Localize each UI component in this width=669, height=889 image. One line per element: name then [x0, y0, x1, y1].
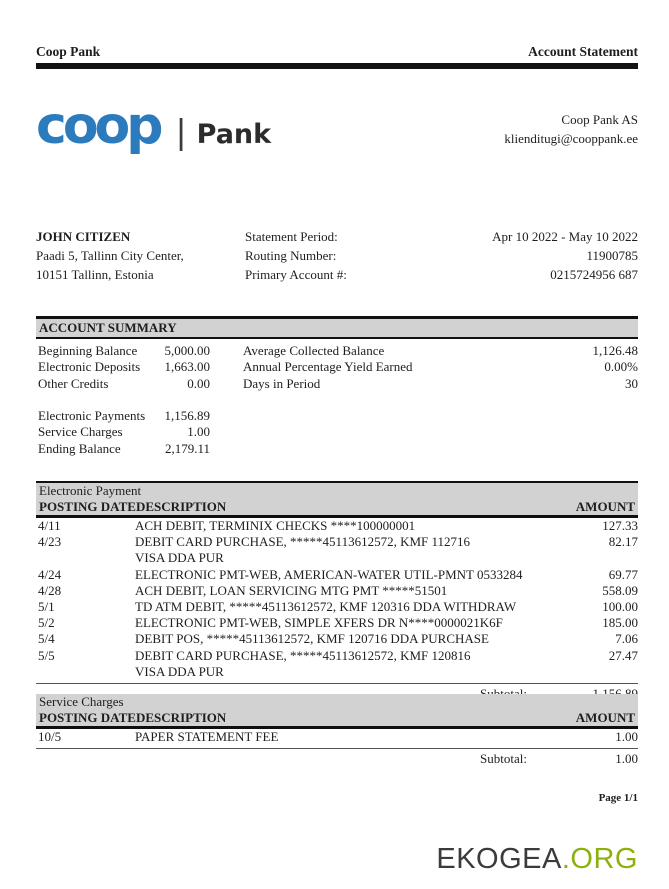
customer-address-line2: 10151 Tallinn, Estonia [36, 267, 154, 282]
summary-value: 5,000.00 [164, 343, 210, 358]
column-header-amount: AMOUNT [575, 499, 635, 514]
transaction-row [36, 615, 638, 631]
description-cell [135, 631, 548, 647]
amount-cell: 7.06 [615, 631, 638, 647]
summary-row [38, 408, 210, 424]
header-bank-name: Coop Pank [36, 44, 101, 59]
description-cell [135, 534, 548, 566]
statement-detail-value: 11900785 [586, 248, 638, 263]
amount-cell: 82.17 [608, 534, 638, 550]
description-line1: DEBIT POS, *****45113612572, KMF 120716 DDA PURCHASE [135, 631, 489, 647]
column-header-description: DESCRIPTION [136, 710, 227, 725]
amount-cell: 100.00 [602, 599, 638, 615]
summary-value: 1.00 [187, 424, 210, 440]
description-cell [135, 583, 548, 599]
statement-detail-row [245, 246, 638, 265]
subtotal-row [36, 748, 638, 767]
posting-date-cell: 4/28 [38, 582, 62, 598]
posting-date-cell: 5/4 [38, 631, 55, 647]
description-line1: TD ATM DEBIT, *****45113612572, KMF 120316 DDA WITHDRAW [135, 599, 517, 615]
amount-cell: 27.47 [608, 647, 638, 663]
amount-cell: 69.77 [608, 566, 638, 582]
column-header-row [36, 710, 638, 729]
ekogea-logo [436, 844, 638, 874]
summary-label: Ending Balance [38, 440, 121, 456]
column-header-posting-date: POSTING DATE [39, 710, 136, 725]
document-header [36, 44, 638, 69]
account-summary-section [36, 316, 638, 457]
summary-row [38, 441, 210, 457]
brand-row [36, 96, 638, 156]
description-line2: VISA DDA PUR [135, 550, 224, 566]
statement-detail-label: Statement Period: [245, 229, 338, 244]
account-summary-body [36, 339, 638, 457]
posting-date-cell: 10/5 [38, 729, 62, 744]
transaction-row [36, 729, 638, 745]
summary-value: 30 [625, 375, 638, 391]
description-cell [135, 518, 548, 534]
transaction-row [36, 567, 638, 583]
bank-contact-block [504, 103, 638, 148]
summary-value: 1,156.89 [164, 408, 210, 424]
transaction-row [36, 648, 638, 680]
description-line1: ELECTRONIC PMT-WEB, SIMPLE XFERS DR N****0000021K6F [135, 615, 503, 631]
amount-cell: 127.33 [602, 518, 638, 533]
posting-date-cell: 5/1 [38, 599, 55, 615]
summary-value: 1,126.48 [592, 343, 638, 358]
description-cell [135, 567, 548, 583]
transaction-row [36, 583, 638, 599]
description-line1: DEBIT CARD PURCHASE, *****45113612572, KMF 112716 [135, 534, 471, 550]
summary-value: 1,663.00 [164, 359, 210, 375]
statement-detail-row [245, 227, 638, 246]
summary-row [38, 359, 210, 375]
summary-label [38, 392, 41, 408]
customer-name: JOHN CITIZEN [36, 229, 131, 244]
description-line1: ACH DEBIT, LOAN SERVICING MTG PMT *****51501 [135, 582, 448, 598]
description-cell [135, 648, 548, 680]
ekogea-logo-green-text: .ORG [561, 843, 638, 875]
page-number: Page 1/1 [598, 792, 638, 804]
amount-cell: 558.09 [602, 582, 638, 598]
posting-date-cell: 4/11 [38, 518, 61, 533]
statement-detail-label: Routing Number: [245, 248, 337, 263]
statement-detail-value: Apr 10 2022 - May 10 2022 [492, 229, 638, 244]
summary-row [38, 343, 210, 359]
table-section-title: Service Charges [36, 694, 638, 710]
bank-legal-name: Coop Pank AS [561, 112, 638, 127]
service-charges-table [36, 694, 638, 767]
summary-row [38, 424, 210, 440]
statement-detail-label: Primary Account #: [245, 267, 347, 282]
summary-value: 0.00% [604, 359, 638, 375]
summary-row [243, 343, 638, 359]
table-section-title: Electronic Payment [36, 483, 638, 499]
description-line1: ELECTRONIC PMT-WEB, AMERICAN-WATER UTIL-PMNT 0533284 [135, 566, 523, 582]
description-line2: VISA DDA PUR [135, 663, 224, 679]
transaction-row [36, 534, 638, 566]
logo-pank-label: Pank [196, 119, 272, 150]
statement-detail-value: 0215724956 687 [550, 267, 638, 282]
subtotal-amount: 1.00 [615, 751, 638, 767]
summary-label: Average Collected Balance [243, 343, 385, 358]
posting-date-cell: 4/23 [38, 534, 62, 550]
account-summary-title: ACCOUNT SUMMARY [36, 316, 638, 339]
summary-label: Service Charges [38, 424, 123, 440]
posting-date-cell: 4/24 [38, 566, 62, 582]
summary-row [243, 359, 638, 375]
column-header-row [36, 499, 638, 518]
statement-detail-row [245, 265, 638, 284]
description-line1: ACH DEBIT, TERMINIX CHECKS ****100000001 [135, 518, 416, 533]
coop-pank-logo [36, 96, 272, 156]
column-header-posting-date: POSTING DATE [39, 499, 136, 514]
summary-row [38, 376, 210, 392]
customer-address-line1: Paadi 5, Tallinn City Center, [36, 248, 184, 263]
amount-cell: 1.00 [615, 729, 638, 744]
summary-label: Other Credits [38, 375, 109, 391]
summary-value: 2,179.11 [164, 440, 210, 456]
statement-details-block [245, 227, 638, 284]
description-line1: DEBIT CARD PURCHASE, *****45113612572, KMF 120816 [135, 647, 471, 663]
summary-right-column [243, 343, 638, 457]
transaction-row [36, 518, 638, 534]
description-cell [135, 615, 548, 631]
coop-logotype: coop [36, 96, 160, 156]
electronic-payment-table [36, 481, 638, 702]
summary-label: Days in Period [243, 375, 321, 391]
statement-info-row [36, 227, 638, 284]
description-cell [135, 599, 548, 615]
column-header-amount: AMOUNT [575, 710, 635, 725]
customer-address-block [36, 227, 245, 284]
description-cell [135, 729, 548, 745]
summary-row [243, 376, 638, 392]
description-line1: PAPER STATEMENT FEE [135, 729, 279, 744]
summary-label: Electronic Deposits [38, 359, 141, 375]
summary-label: Beginning Balance [38, 343, 138, 358]
subtotal-label: Subtotal: [480, 751, 527, 767]
summary-label: Annual Percentage Yield Earned [243, 359, 413, 375]
summary-value: 0.00 [187, 375, 210, 391]
transaction-row [36, 631, 638, 647]
logo-divider: | [175, 112, 187, 151]
header-doc-title: Account Statement [528, 44, 638, 59]
transaction-row [36, 599, 638, 615]
ekogea-logo-dark-text: EKOGEA [436, 843, 562, 875]
amount-cell: 185.00 [602, 615, 638, 631]
column-header-description: DESCRIPTION [136, 499, 227, 514]
posting-date-cell: 5/5 [38, 647, 55, 663]
summary-left-column [38, 343, 210, 457]
summary-row [38, 392, 210, 408]
summary-label: Electronic Payments [38, 408, 146, 424]
posting-date-cell: 5/2 [38, 615, 55, 631]
bank-support-email: klienditugi@cooppank.ee [504, 131, 638, 146]
